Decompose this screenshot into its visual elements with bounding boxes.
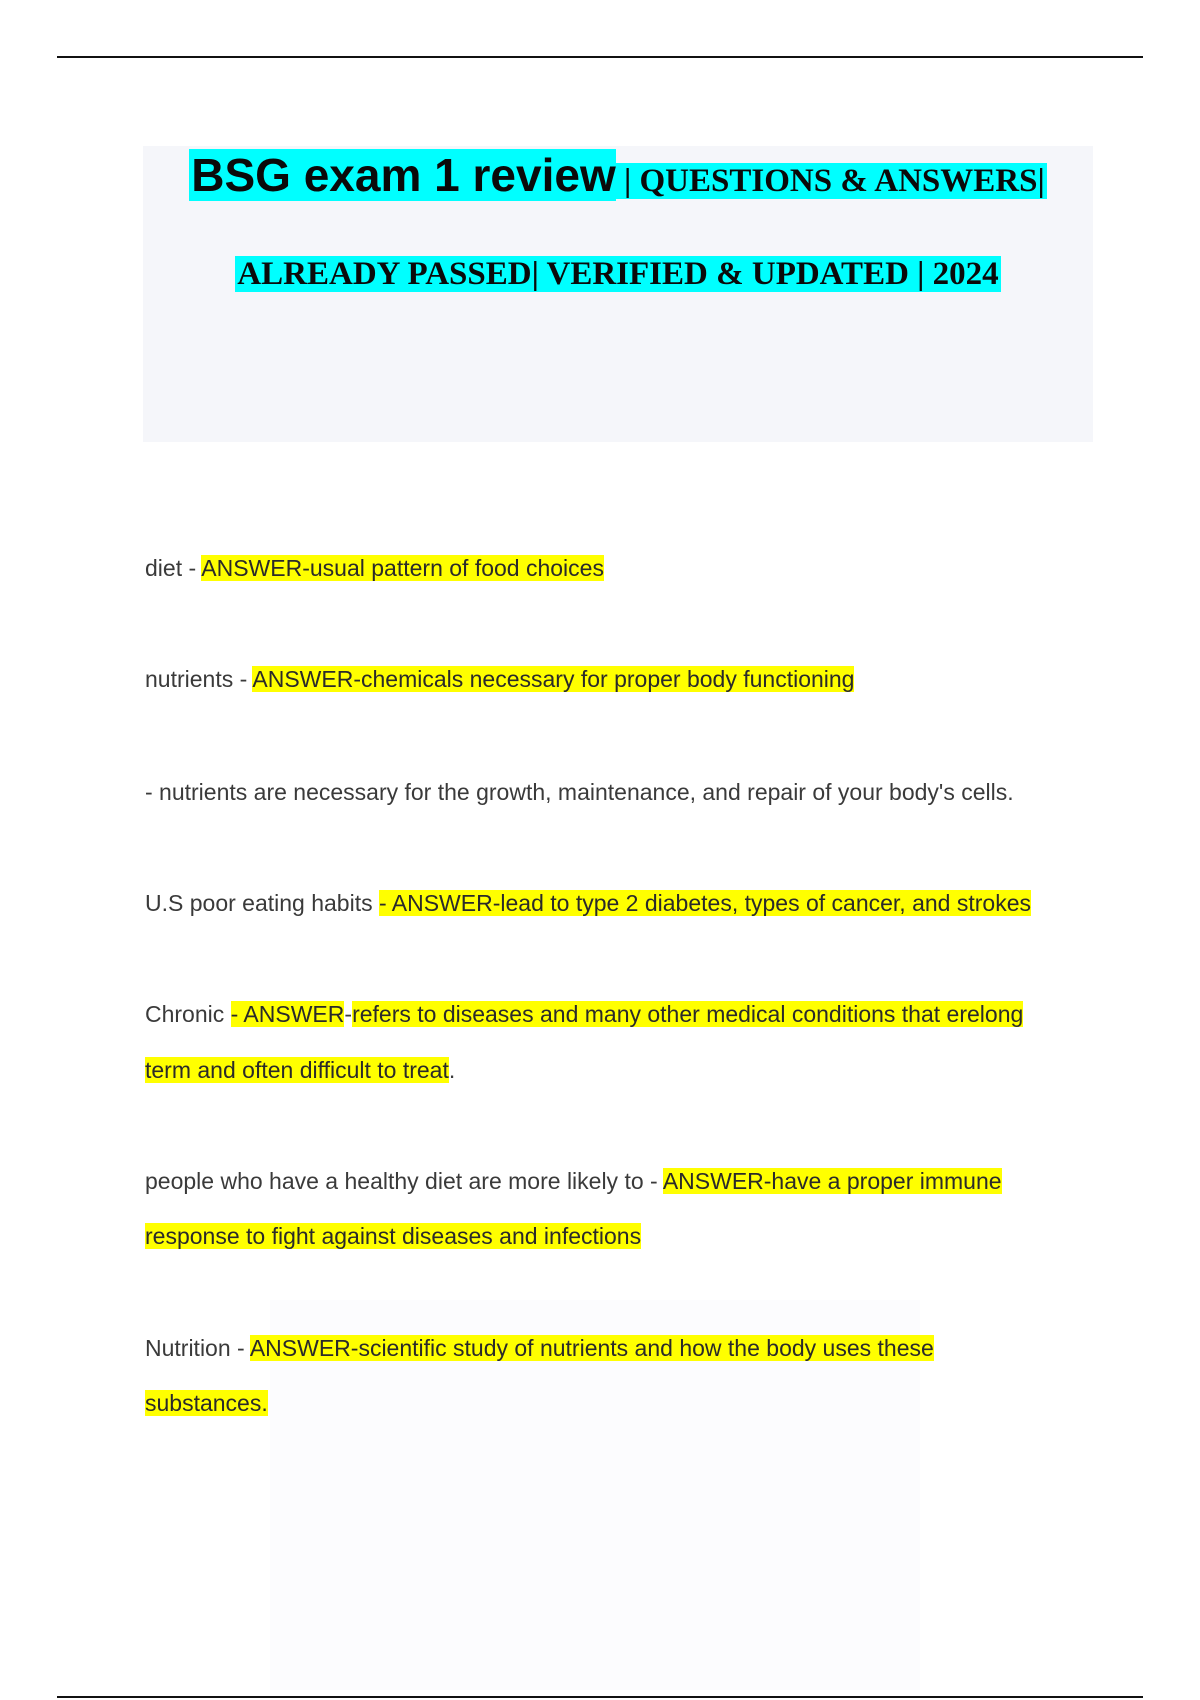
answer-text: substances. bbox=[145, 1390, 268, 1416]
note-text: - nutrients are necessary for the growth, maintenance, and repair of your body's cells. bbox=[145, 779, 1014, 805]
qa-entry-us-habits bbox=[145, 875, 1145, 931]
answer-text: ANSWER-chemicals necessary for proper body functioning bbox=[252, 666, 855, 692]
qa-entry-healthy-diet bbox=[145, 1153, 1145, 1209]
question-text: Chronic bbox=[145, 1001, 231, 1027]
answer-text: - ANSWER bbox=[230, 1001, 345, 1027]
question-text: people who have a healthy diet are more likely to - bbox=[145, 1168, 663, 1194]
answer-dash: - bbox=[344, 1001, 353, 1027]
qa-entry-diet bbox=[145, 540, 1145, 596]
answer-text: - ANSWER-lead to type 2 diabetes, types of cancer, and strokes bbox=[378, 890, 1031, 916]
qa-entry-nutrients bbox=[145, 651, 1145, 707]
qa-entry-healthy-diet-line2 bbox=[145, 1208, 1145, 1264]
note-nutrients bbox=[145, 764, 1145, 820]
document-title: BSG exam 1 review bbox=[191, 149, 616, 201]
question-text: nutrients - bbox=[145, 666, 253, 692]
question-text: Nutrition - bbox=[145, 1335, 250, 1361]
question-text: U.S poor eating habits bbox=[145, 890, 379, 916]
answer-text-continued: refers to diseases and many other medical conditions that erelong bbox=[352, 1001, 1024, 1027]
answer-text: ANSWER-usual pattern of food choices bbox=[201, 555, 604, 581]
answer-text: ANSWER-scientific study of nutrients and how the body uses these bbox=[249, 1335, 934, 1361]
qa-entry-nutrition bbox=[145, 1320, 1145, 1376]
title-banner bbox=[143, 146, 1093, 442]
document-subtitle-2: ALREADY PASSED| VERIFIED & UPDATED | 2024 bbox=[237, 256, 999, 292]
title-line-2 bbox=[143, 254, 1093, 294]
qa-entry-chronic bbox=[145, 986, 1145, 1042]
qa-entry-nutrition-line2 bbox=[145, 1375, 1145, 1431]
bottom-rule bbox=[57, 1696, 1143, 1698]
qa-entry-chronic-line2 bbox=[145, 1042, 1145, 1098]
answer-text: ANSWER-have a proper immune bbox=[662, 1168, 1002, 1194]
document-subtitle: | QUESTIONS & ANSWERS| bbox=[615, 163, 1045, 199]
answer-text: term and often difficult to treat bbox=[145, 1057, 449, 1083]
answer-text: response to fight against diseases and infections bbox=[145, 1223, 642, 1249]
top-rule bbox=[57, 56, 1143, 58]
answer-period: . bbox=[448, 1057, 456, 1083]
title-line-1 bbox=[143, 146, 1093, 210]
question-text: diet - bbox=[145, 555, 202, 581]
